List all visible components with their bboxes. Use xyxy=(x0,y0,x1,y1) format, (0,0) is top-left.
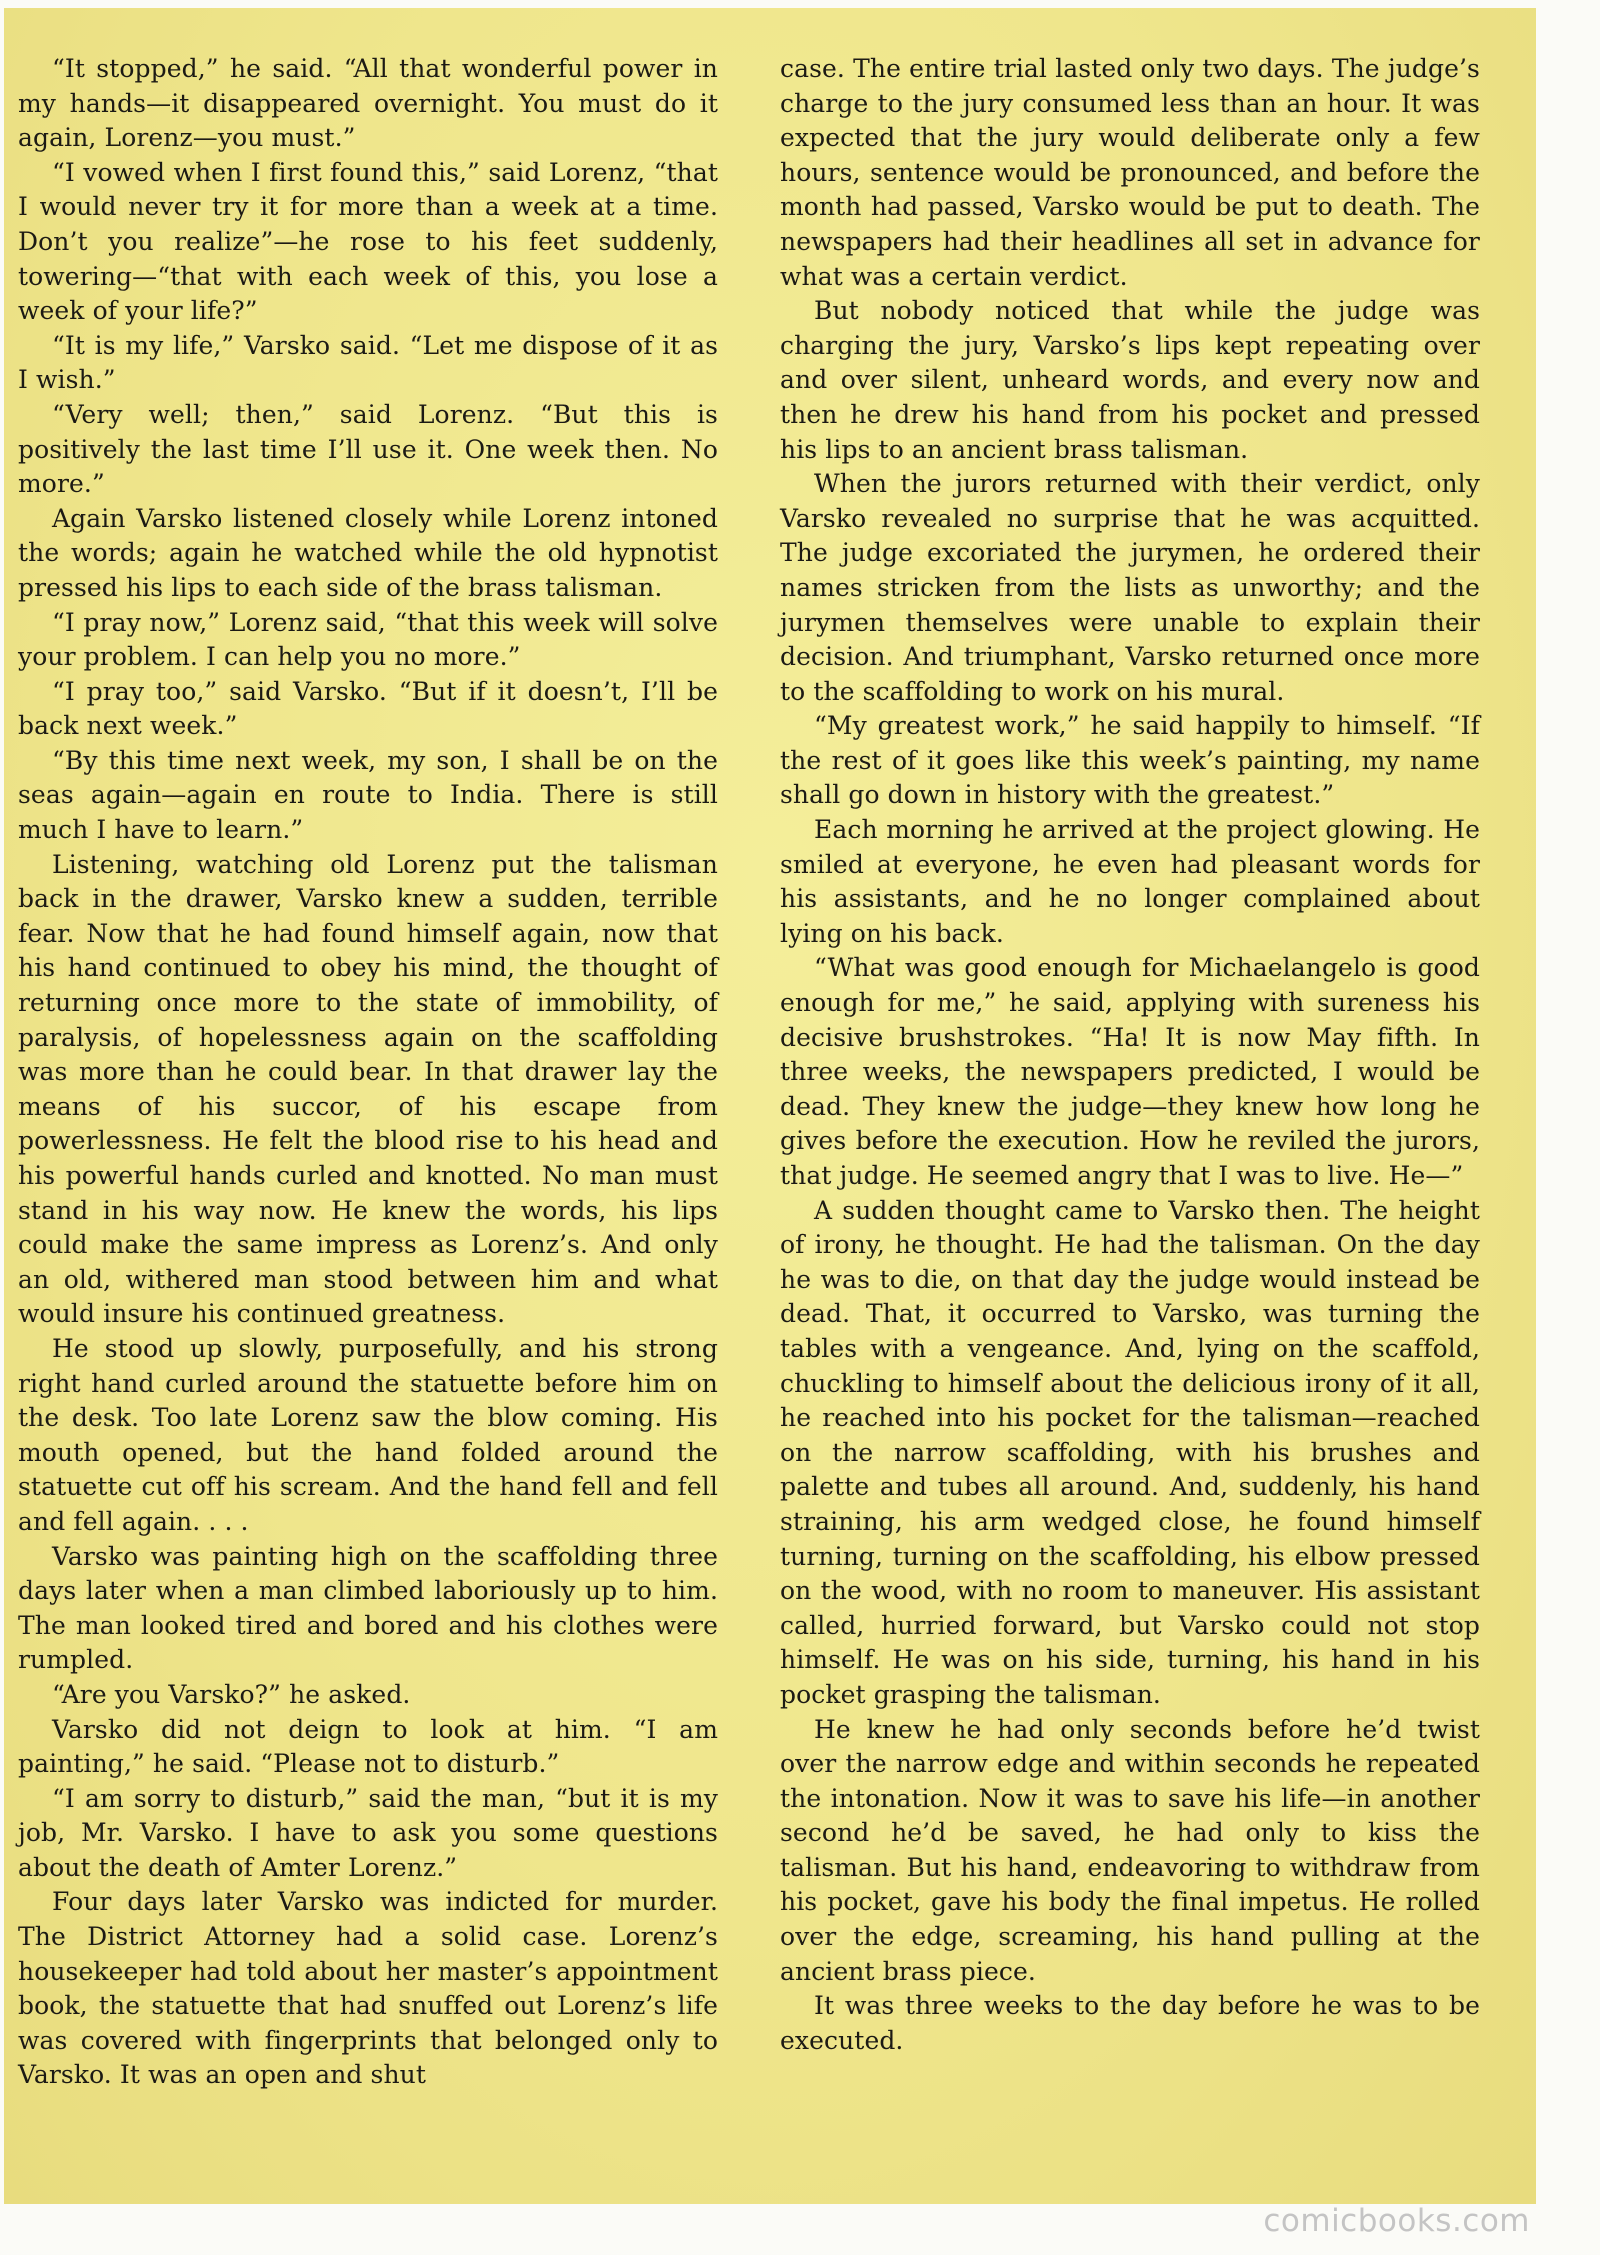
paragraph: “Very well; then,” said Lorenz. “But this is positively the last time I’ll use it. One week then. No more.” xyxy=(18,399,718,499)
story-page xyxy=(4,8,1536,2204)
paragraph: “What was good enough for Michaelangelo is good enough for me,” he said, applying with sureness his decisive brushstrokes. “Ha! It is now May fifth. In three weeks, the newspapers predicted, I would be dead. They knew the judge—they knew how long he gives before the execution. How he reviled the jurors, that judge. He seemed angry that I was to live. He—” xyxy=(780,953,1480,1190)
paragraph: “It is my life,” Varsko said. “Let me dispose of it as I wish.” xyxy=(18,330,718,395)
paragraph-continued: case. The entire trial lasted only two days. The judge’s charge to the jury consumed less than an hour. It was expected that the jury would deliberate only a few hours, sentence would be pronounced, and before the month had passed, Varsko would be put to death. The newspapers had their headlines all set in advance for what was a certain verdict. xyxy=(780,54,1480,291)
paragraph: Varsko did not deign to look at him. “I am painting,” he said. “Please not to disturb.” xyxy=(18,1714,718,1779)
right-text-column xyxy=(780,52,1480,2058)
paragraph: “I vowed when I first found this,” said Lorenz, “that I would never try it for more than a week at a time. Don’t you realize”—he rose to his feet suddenly, towering—“that with each week of this, you lose a week of your life?” xyxy=(18,157,718,326)
paragraph: He knew he had only seconds before he’d twist over the narrow edge and within seconds he repeated the intonation. Now it was to save his life—in another second he’d be saved, he had only to kiss the talisman. But his hand, endeavoring to withdraw from his pocket, gave his body the final impetus. He rolled over the edge, screaming, his hand pulling at the ancient brass piece. xyxy=(780,1714,1480,1986)
paragraph: “I am sorry to disturb,” said the man, “but it is my job, Mr. Varsko. I have to ask you some questions about the death of Amter Lorenz.” xyxy=(18,1783,718,1882)
paragraph: It was three weeks to the day before he was to be executed. xyxy=(780,1991,1480,2055)
paragraph: Four days later Varsko was indicted for murder. The District Attorney had a solid case. Lorenz’s housekeeper had told about her master’s appointment book, the statuette that had snuffed out Lorenz’s life was covered with fingerprints that belonged only to Varsko. It was an open and shut xyxy=(18,1887,718,2090)
paragraph: Each morning he arrived at the project glowing. He smiled at everyone, he even had pleasant words for his assistants, and he no longer complained about lying on his back. xyxy=(780,815,1480,948)
paragraph: A sudden thought came to Varsko then. The height of irony, he thought. He had the talisman. On the day he was to die, on that day the judge would instead be dead. That, it occurred to Varsko, was turning the tables with a vengeance. And, lying on the scaffold, chuckling to himself about the delicious irony of it all, he reached into his pocket for the talisman—reached on the narrow scaffolding, with his brushes and palette and tubes all around. And, suddenly, his hand straining, his arm wedged close, he found himself turning, turning on the scaffolding, his elbow pressed on the wood, with no room to maneuver. His assistant called, hurried forward, but Varsko could not stop himself. He was on his side, turning, his hand in his pocket grasping the talisman. xyxy=(780,1195,1480,1709)
paragraph: Varsko was painting high on the scaffolding three days later when a man climbed laboriously up to him. The man looked tired and bored and his clothes were rumpled. xyxy=(18,1541,718,1675)
paragraph: Listening, watching old Lorenz put the talisman back in the drawer, Varsko knew a sudden, terrible fear. Now that he had found himself again, now that his hand continued to obey his mind, the thought of returning once more to the state of immobility, of paralysis, of hopelessness again on the scaffolding was more than he could bear. In that drawer lay the means of his succor, of his escape from powerlessness. He felt the blood rise to his head and his powerful hands curled and knotted. No man must stand in his way now. He knew the words, his lips could make the same impress as Lorenz’s. And only an old, withered man stood between him and what would insure his continued greatness. xyxy=(18,849,718,1329)
site-watermark: comicbooks.com xyxy=(1263,2203,1530,2239)
paragraph: “By this time next week, my son, I shall be on the seas again—again en route to India. There is still much I have to learn.” xyxy=(18,745,718,845)
paragraph: Again Varsko listened closely while Lorenz intoned the words; again he watched while the old hypnotist pressed his lips to each side of the brass talisman. xyxy=(18,503,718,602)
paragraph: He stood up slowly, purposefully, and his strong right hand curled around the statuette before him on the desk. Too late Lorenz saw the blow coming. His mouth opened, but the hand folded around the statuette cut off his scream. And the hand fell and fell and fell again. . . . xyxy=(18,1333,718,1536)
paragraph: But nobody noticed that while the judge was charging the jury, Varsko’s lips kept repeating over and over silent, unheard words, and every now and then he drew his hand from his pocket and pressed his lips to an ancient brass talisman. xyxy=(780,296,1480,464)
paragraph: “I pray too,” said Varsko. “But if it doesn’t, I’ll be back next week.” xyxy=(18,676,718,741)
left-text-column xyxy=(18,52,718,2093)
paragraph: “I pray now,” Lorenz said, “that this week will solve your problem. I can help you no more.” xyxy=(18,607,718,672)
paragraph: “My greatest work,” he said happily to himself. “If the rest of it goes like this week’s painting, my name shall go down in history with the greatest.” xyxy=(780,711,1480,810)
paragraph: “Are you Varsko?” he asked. xyxy=(52,1679,411,1709)
paragraph: “It stopped,” he said. “All that wonderful power in my hands—it disappeared overnight. You must do it again, Lorenz—you must.” xyxy=(18,54,718,153)
paragraph: When the jurors returned with their verdict, only Varsko revealed no surprise that he was acquitted. The judge excoriated the jurymen, he ordered their names stricken from the lists as unworthy; and the jurymen themselves were unable to explain their decision. And triumphant, Varsko returned once more to the scaffolding to work on his mural. xyxy=(780,469,1480,706)
